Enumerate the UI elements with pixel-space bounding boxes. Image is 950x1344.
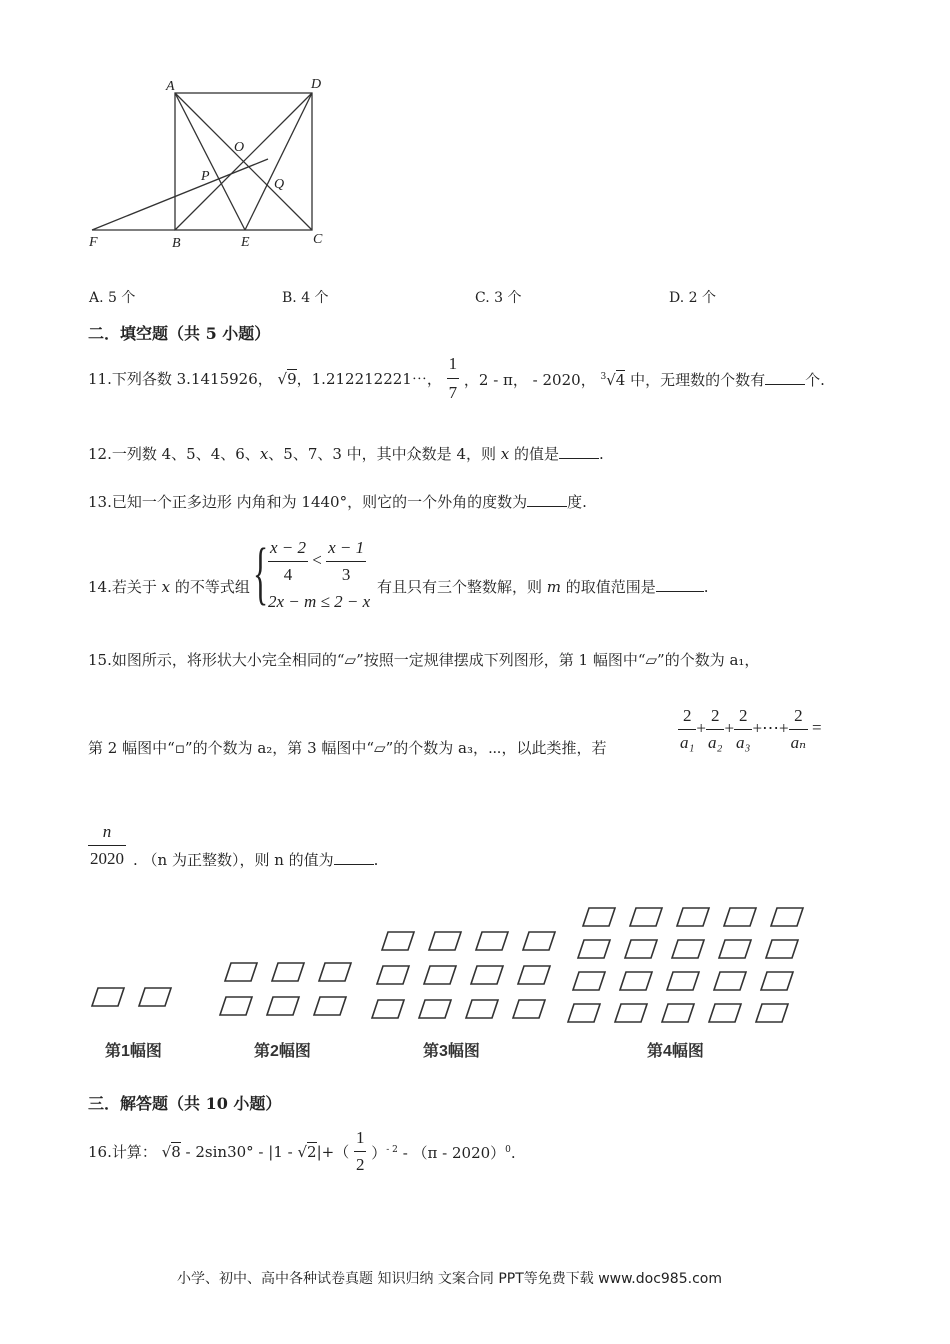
parallelogram-fig4-r1-c5 [771, 908, 803, 926]
parallelogram-fig3-r3-c1 [372, 1000, 404, 1018]
figure-label-2: 第2幅图 [254, 1043, 311, 1060]
q16-text-b: - 2sin30° - |1 - [180, 1142, 298, 1161]
parallelogram-fig4-r3-c3 [667, 972, 699, 990]
q16-sqrt8: √8 [161, 1142, 181, 1161]
q14-answer-blank [656, 591, 704, 592]
parallelogram-fig2-r2-c3 [314, 997, 346, 1015]
parallelogram-fig3-r3-c2 [419, 1000, 451, 1018]
label-b: B [172, 236, 181, 251]
q14-text-a: 若关于 [111, 578, 162, 596]
q11-cuberoot: $^3$√4 [600, 371, 626, 389]
section-3-title: 三．解答题（共 10 小题） [88, 1094, 282, 1113]
q12-text-c: 的值是 [509, 445, 560, 463]
q15-number: 15. [88, 651, 112, 669]
figure-label-1: 第1幅图 [105, 1043, 162, 1060]
label-p: P [201, 169, 210, 184]
q13-text-a: 已知一个正多边形 内角和为 1440°，则它的一个外角的度数为 [111, 493, 528, 511]
parallelogram-fig3-r3-c3 [466, 1000, 498, 1018]
parallelogram-fig4-r4-c4 [709, 1004, 741, 1022]
q15-line1-text: 如图所示，将形状大小完全相同的“▱”按照一定规律摆成下列图形，第 1 幅图中“▱”的个数为 a₁， [111, 651, 760, 669]
q11-number: 11. [88, 369, 112, 388]
q14-brace: { [253, 535, 269, 612]
q14-text-c: 有且只有三个整数解，则 [377, 578, 547, 596]
q11-text-c: ，2 - π， - 2020， [463, 371, 596, 389]
question-11 [88, 354, 825, 403]
parallelogram-fig3-r1-c3 [476, 932, 508, 950]
parallelogram-fig4-r4-c5 [756, 1004, 788, 1022]
parallelogram-fig2-r2-c1 [220, 997, 252, 1015]
question-16 [88, 1128, 516, 1175]
label-a: A [166, 79, 175, 94]
q13-answer-blank [527, 506, 567, 507]
q16-text-f: . [510, 1144, 516, 1162]
parallelogram-fig4-r1-c4 [724, 908, 756, 926]
question-15-line1 [88, 649, 759, 670]
q11-text-b: ，1.212212221⋯， [296, 369, 442, 388]
q11-text-e: 个. [805, 371, 825, 389]
q11-fraction: $\frac{1}{7}$ [448, 354, 458, 402]
q12-text-d: . [599, 445, 604, 463]
question-13 [88, 491, 587, 512]
q12-answer-blank [559, 458, 599, 459]
parallelogram-fig1-r1-c2 [139, 988, 171, 1006]
parallelogram-fig3-r1-c1 [382, 932, 414, 950]
parallelogram-fig4-r1-c2 [630, 908, 662, 926]
q16-text-e: - （π - 2020） [397, 1144, 506, 1162]
label-o: O [234, 140, 245, 155]
q11-text-a: 下列各数 3.1415926， [111, 369, 273, 388]
parallelogram-fig4-r2-c2 [625, 940, 657, 958]
q16-text-c: |+（ [316, 1142, 350, 1161]
q14-text-b: 的不等式组 [170, 578, 250, 596]
parallelogram-fig2-r1-c1 [225, 963, 257, 981]
parallelogram-fig3-r2-c3 [471, 966, 503, 984]
q11-answer-blank [765, 384, 805, 385]
parallelogram-fig3-r1-c4 [523, 932, 555, 950]
question-12 [88, 443, 604, 464]
q15-line3-end: . [373, 851, 379, 869]
q14-inequality-2: 2x − m ≤ 2 − x [268, 592, 371, 611]
q16-sqrt2: √2 [297, 1142, 317, 1161]
q15-sum-expression: $\frac{2}{\text{a₁}}$ + $\frac{2}{\text{a₂}}$ + $\frac{2}{\text{a₃}}$ +⋯+ $\frac{2}{\text{aₙ}}$ = [680, 706, 822, 752]
q13-text-b: 度. [567, 493, 587, 511]
parallelogram-fig3-r2-c2 [424, 966, 456, 984]
label-q: Q [274, 177, 285, 192]
q14-var-m: m [546, 578, 562, 596]
question-14-lead [88, 576, 250, 597]
parallelogram-fig4-r3-c4 [714, 972, 746, 990]
q12-var-x2: x [500, 445, 510, 463]
q16-text-a: 计算： [111, 1142, 157, 1161]
parallelogram-fig3-r2-c1 [377, 966, 409, 984]
option-c: C. 3 个 [475, 290, 522, 306]
page-footer: 小学、初中、高中各种试卷真题 知识归纳 文案合同 PPT等免费下载 www.doc985.com [177, 1271, 722, 1287]
q14-number: 14. [88, 578, 112, 596]
question-15-line2: 第 2 幅图中“▫”的个数为 a₂，第 3 幅图中“▱”的个数为 a₃，⋯，以此类推，若 [88, 739, 607, 757]
parallelogram-fig3-r2-c4 [518, 966, 550, 984]
q14-text-d: 的取值范围是 [561, 578, 656, 596]
q15-result-fraction: $\frac{n}{2020}$ [90, 822, 124, 868]
question-14-tail [377, 576, 709, 597]
parallelogram-fig1-r1-c1 [92, 988, 124, 1006]
parallelogram-fig4-r3-c5 [761, 972, 793, 990]
label-e: E [241, 235, 250, 250]
question-15-line3 [133, 849, 378, 870]
parallelogram-fig4-r1-c1 [583, 908, 615, 926]
parallelogram-fig2-r2-c2 [267, 997, 299, 1015]
q15-line3-text: . （n 为正整数），则 n 的值为 [133, 851, 334, 869]
parallelogram-fig4-r4-c2 [615, 1004, 647, 1022]
parallelogram-fig4-r3-c1 [573, 972, 605, 990]
q16-exponent: - 2 [386, 1145, 398, 1155]
option-a: A. 5 个 [89, 290, 136, 306]
label-c: C [313, 232, 323, 247]
q16-number: 16. [88, 1142, 112, 1161]
section-2-title: 二．填空题（共 5 小题） [88, 324, 271, 343]
q14-var-x: x [161, 578, 171, 596]
q13-number: 13. [88, 493, 112, 511]
figure-label-3: 第3幅图 [423, 1043, 480, 1060]
square-geometry-figure [80, 70, 350, 255]
q16-fraction: $\frac{1}{2}$ [355, 1128, 365, 1174]
parallelogram-fig4-r2-c3 [672, 940, 704, 958]
parallelogram-fig4-r1-c3 [677, 908, 709, 926]
option-b: B. 4 个 [282, 290, 329, 306]
parallelogram-fig4-r4-c3 [662, 1004, 694, 1022]
parallelogram-fig4-r2-c4 [719, 940, 751, 958]
parallelogram-fig3-r3-c4 [513, 1000, 545, 1018]
figure-label-4: 第4幅图 [647, 1043, 704, 1060]
parallelogram-fig3-r1-c2 [429, 932, 461, 950]
label-d: D [311, 77, 322, 92]
q12-number: 12. [88, 445, 112, 463]
parallelogram-fig4-r2-c5 [766, 940, 798, 958]
parallelogram-fig4-r3-c2 [620, 972, 652, 990]
parallelogram-fig4-r2-c1 [578, 940, 610, 958]
parallelogram-fig4-r4-c1 [568, 1004, 600, 1022]
parallelogram-fig2-r1-c3 [319, 963, 351, 981]
option-d: D. 2 个 [669, 290, 716, 306]
q15-answer-blank [334, 864, 374, 865]
q14-inequality-1: $\frac{x - 2}{4}$ < $\frac{x - 1}{3}$ [270, 538, 365, 584]
q12-text-b: 、5、7、3 中，其中众数是 4，则 [268, 445, 501, 463]
q11-text-d: 中，无理数的个数有 [630, 371, 766, 389]
q14-text-e: . [703, 578, 709, 596]
parallelogram-fig2-r1-c2 [272, 963, 304, 981]
q12-var-x: x [259, 445, 269, 463]
q11-sqrt9: √9 [277, 369, 297, 388]
q16-text-d: ） [371, 1144, 387, 1162]
q16-exponent-0: 0 [505, 1145, 511, 1155]
q12-text-a: 一列数 4、5、4、6、 [111, 445, 260, 463]
label-f: F [89, 235, 98, 250]
